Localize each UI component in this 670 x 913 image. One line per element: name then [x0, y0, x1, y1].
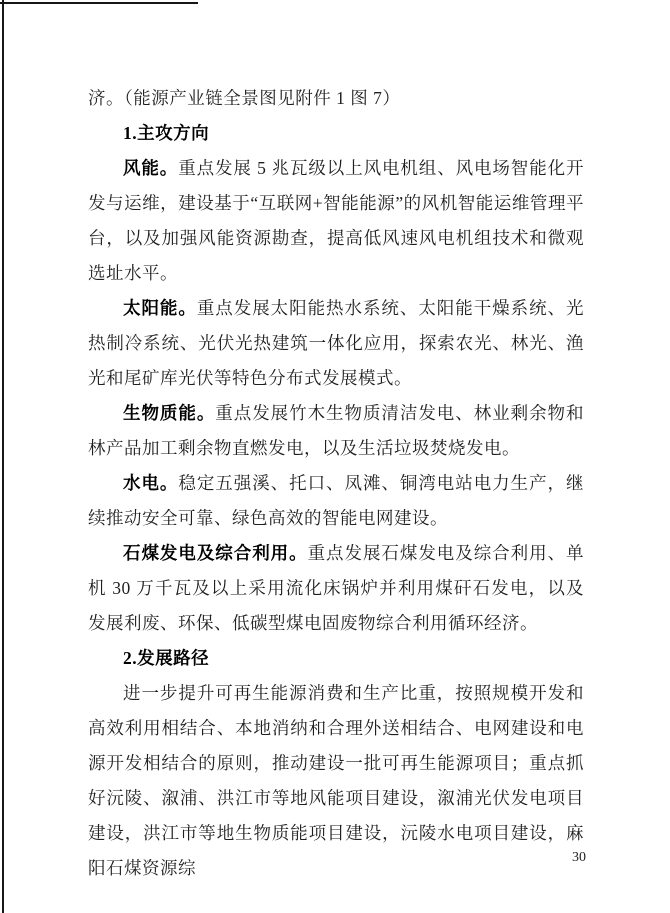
scan-edge-top-line [0, 2, 198, 4]
scan-edge-left-line [2, 0, 4, 913]
paragraph-lead: 石煤发电及综合利用。 [123, 543, 308, 563]
paragraph: 水电。稳定五强溪、托口、凤滩、铜湾电站电力生产，继续推动安全可靠、绿色高效的智能电网建设。 [88, 473, 584, 528]
section-heading: 2.发展路径 [123, 648, 210, 668]
paragraph-lead: 太阳能。 [123, 298, 197, 318]
paragraph-lead: 水电。 [123, 473, 179, 493]
paragraph: 石煤发电及综合利用。重点发展石煤发电及综合利用、单机 30 万千瓦及以上采用流化床锅炉并利用煤矸石发电，以及发展利废、环保、低碳型煤电固废物综合利用循环经济。 [88, 543, 585, 633]
paragraph-lead: 风能。 [123, 158, 179, 178]
paragraph-lead: 生物质能。 [123, 403, 216, 423]
paragraph: 进一步提升可再生能源消费和生产比重，按照规模开发和高效利用相结合、本地消纳和合理外送相结合、电网建设和电源开发相结合的原则，推动建设一批可再生能源项目；重点抓好沅陵、溆浦、洪江市等地风能项目建设，溆浦光伏发电项目建设，洪江市等地生物质能项目建设，沅陵水电项目建设，麻阳石煤资源综 [88, 683, 584, 878]
page-number: 30 [572, 850, 586, 865]
paragraph: 太阳能。重点发展太阳能热水系统、太阳能干燥系统、光热制冷系统、光伏光热建筑一体化应用，探索农光、林光、渔光和尾矿库光伏等特色分布式发展模式。 [88, 298, 585, 388]
paragraph: 济。（能源产业链全景图见附件 1 图 7） [88, 88, 401, 108]
paragraph: 生物质能。重点发展竹木生物质清洁发电、林业剩余物和林产品加工剩余物直燃发电，以及生活垃圾焚烧发电。 [88, 403, 585, 458]
paragraph: 风能。重点发展 5 兆瓦级以上风电机组、风电场智能化开发与运维，建设基于“互联网+智能能源”的风机智能运维管理平台，以及加强风能资源勘查，提高低风速风电机组技术和微观选址水平。 [88, 158, 585, 283]
section-heading: 1.主攻方向 [123, 123, 210, 143]
document-body [88, 81, 584, 886]
